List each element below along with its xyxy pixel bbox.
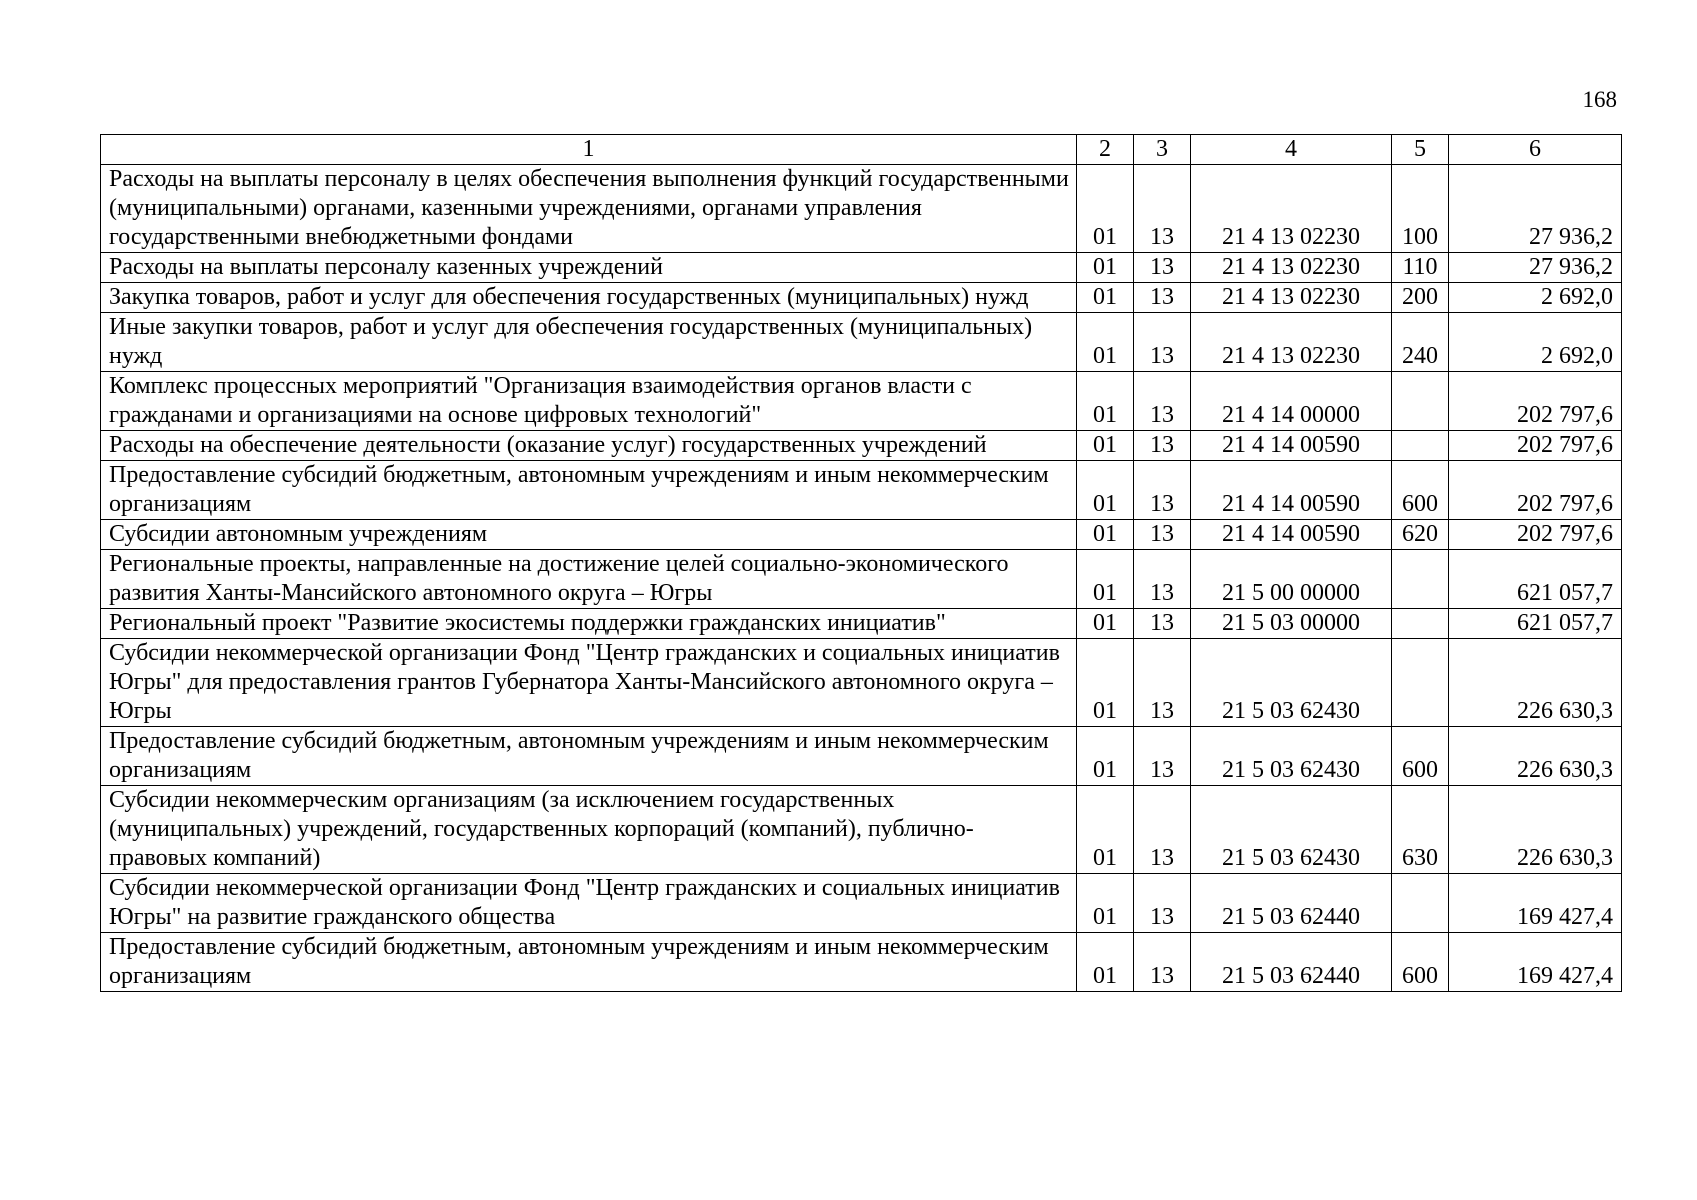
section-code-cell: 01	[1077, 313, 1134, 372]
expense-name-cell: Региональный проект "Развитие экосистемы поддержки гражданских инициатив"	[101, 609, 1077, 639]
target-article-cell: 21 5 03 62430	[1191, 727, 1392, 786]
expense-type-cell	[1392, 550, 1449, 609]
table-row	[101, 786, 1622, 874]
table-row	[101, 313, 1622, 372]
section-code-cell: 01	[1077, 550, 1134, 609]
expense-name-cell: Предоставление субсидий бюджетным, автономным учреждениям и иным некоммерческим организациям	[101, 727, 1077, 786]
budget-table	[100, 134, 1622, 992]
amount-cell: 27 936,2	[1449, 253, 1622, 283]
section-code-cell: 01	[1077, 431, 1134, 461]
expense-name-cell: Комплекс процессных мероприятий "Организация взаимодействия органов власти с гражданами и организациями на основе цифровых технологий"	[101, 372, 1077, 431]
expense-name-cell: Расходы на выплаты персоналу казенных учреждений	[101, 253, 1077, 283]
amount-cell: 621 057,7	[1449, 550, 1622, 609]
table-row	[101, 283, 1622, 313]
table-row	[101, 609, 1622, 639]
expense-name-cell: Закупка товаров, работ и услуг для обеспечения государственных (муниципальных) нужд	[101, 283, 1077, 313]
table-row	[101, 165, 1622, 253]
expense-type-cell: 110	[1392, 253, 1449, 283]
table-row	[101, 639, 1622, 727]
target-article-cell: 21 5 03 00000	[1191, 609, 1392, 639]
expense-type-cell	[1392, 372, 1449, 431]
expense-type-cell	[1392, 609, 1449, 639]
table-row	[101, 372, 1622, 431]
subsection-code-cell: 13	[1134, 550, 1191, 609]
expense-name-cell: Предоставление субсидий бюджетным, автономным учреждениям и иным некоммерческим организациям	[101, 461, 1077, 520]
subsection-code-cell: 13	[1134, 372, 1191, 431]
expense-type-cell	[1392, 639, 1449, 727]
page-number: 168	[1582, 87, 1617, 112]
expense-type-cell: 600	[1392, 461, 1449, 520]
subsection-code-cell: 13	[1134, 727, 1191, 786]
table-row	[101, 550, 1622, 609]
section-code-cell: 01	[1077, 786, 1134, 874]
subsection-code-cell: 13	[1134, 609, 1191, 639]
table-row	[101, 874, 1622, 933]
expense-name-cell: Субсидии некоммерческой организации Фонд "Центр гражданских и социальных инициатив Югры" для предоставления грантов Губернатора Ханты-Мансийского автономного округа – Югры	[101, 639, 1077, 727]
section-code-cell: 01	[1077, 639, 1134, 727]
subsection-code-cell: 13	[1134, 165, 1191, 253]
subsection-code-cell: 13	[1134, 874, 1191, 933]
amount-cell: 202 797,6	[1449, 372, 1622, 431]
amount-cell: 226 630,3	[1449, 639, 1622, 727]
table-header-row	[101, 135, 1622, 165]
expense-name-cell: Субсидии некоммерческим организациям (за исключением государственных (муниципальных) учреждений, государственных корпораций (компаний), публично-правовых компаний)	[101, 786, 1077, 874]
expense-type-cell	[1392, 874, 1449, 933]
section-code-cell: 01	[1077, 933, 1134, 992]
section-code-cell: 01	[1077, 461, 1134, 520]
amount-cell: 2 692,0	[1449, 283, 1622, 313]
header-cell-2: 2	[1077, 135, 1134, 165]
expense-name-cell: Региональные проекты, направленные на достижение целей социально-экономического развития Ханты-Мансийского автономного округа – Югры	[101, 550, 1077, 609]
subsection-code-cell: 13	[1134, 461, 1191, 520]
expense-type-cell: 630	[1392, 786, 1449, 874]
table-row	[101, 461, 1622, 520]
target-article-cell: 21 5 03 62430	[1191, 786, 1392, 874]
section-code-cell: 01	[1077, 372, 1134, 431]
amount-cell: 202 797,6	[1449, 431, 1622, 461]
expense-name-cell: Расходы на выплаты персоналу в целях обеспечения выполнения функций государственными (муниципальными) органами, казенными учреждениями, органами управления государственными внебюджетными фондами	[101, 165, 1077, 253]
amount-cell: 621 057,7	[1449, 609, 1622, 639]
header-cell-1: 1	[101, 135, 1077, 165]
table-row	[101, 431, 1622, 461]
target-article-cell: 21 5 03 62440	[1191, 933, 1392, 992]
section-code-cell: 01	[1077, 520, 1134, 550]
target-article-cell: 21 4 13 02230	[1191, 313, 1392, 372]
header-cell-4: 4	[1191, 135, 1392, 165]
target-article-cell: 21 5 03 62430	[1191, 639, 1392, 727]
expense-type-cell: 600	[1392, 933, 1449, 992]
amount-cell: 202 797,6	[1449, 461, 1622, 520]
target-article-cell: 21 5 00 00000	[1191, 550, 1392, 609]
expense-type-cell: 600	[1392, 727, 1449, 786]
subsection-code-cell: 13	[1134, 786, 1191, 874]
section-code-cell: 01	[1077, 727, 1134, 786]
target-article-cell: 21 4 14 00000	[1191, 372, 1392, 431]
expense-type-cell: 620	[1392, 520, 1449, 550]
header-cell-3: 3	[1134, 135, 1191, 165]
subsection-code-cell: 13	[1134, 933, 1191, 992]
amount-cell: 169 427,4	[1449, 874, 1622, 933]
section-code-cell: 01	[1077, 874, 1134, 933]
section-code-cell: 01	[1077, 253, 1134, 283]
target-article-cell: 21 4 13 02230	[1191, 283, 1392, 313]
expense-name-cell: Расходы на обеспечение деятельности (оказание услуг) государственных учреждений	[101, 431, 1077, 461]
target-article-cell: 21 4 13 02230	[1191, 165, 1392, 253]
expense-type-cell	[1392, 431, 1449, 461]
expense-name-cell: Субсидии некоммерческой организации Фонд "Центр гражданских и социальных инициатив Югры" на развитие гражданского общества	[101, 874, 1077, 933]
target-article-cell: 21 4 14 00590	[1191, 520, 1392, 550]
expense-name-cell: Иные закупки товаров, работ и услуг для обеспечения государственных (муниципальных) нужд	[101, 313, 1077, 372]
expense-type-cell: 240	[1392, 313, 1449, 372]
subsection-code-cell: 13	[1134, 639, 1191, 727]
amount-cell: 27 936,2	[1449, 165, 1622, 253]
table-row	[101, 933, 1622, 992]
expense-type-cell: 100	[1392, 165, 1449, 253]
header-cell-5: 5	[1392, 135, 1449, 165]
target-article-cell: 21 4 13 02230	[1191, 253, 1392, 283]
subsection-code-cell: 13	[1134, 431, 1191, 461]
table-row	[101, 253, 1622, 283]
header-cell-6: 6	[1449, 135, 1622, 165]
expense-name-cell: Субсидии автономным учреждениям	[101, 520, 1077, 550]
subsection-code-cell: 13	[1134, 253, 1191, 283]
subsection-code-cell: 13	[1134, 283, 1191, 313]
target-article-cell: 21 4 14 00590	[1191, 431, 1392, 461]
amount-cell: 202 797,6	[1449, 520, 1622, 550]
table-row	[101, 727, 1622, 786]
section-code-cell: 01	[1077, 609, 1134, 639]
target-article-cell: 21 4 14 00590	[1191, 461, 1392, 520]
subsection-code-cell: 13	[1134, 313, 1191, 372]
amount-cell: 226 630,3	[1449, 786, 1622, 874]
amount-cell: 226 630,3	[1449, 727, 1622, 786]
subsection-code-cell: 13	[1134, 520, 1191, 550]
table-row	[101, 520, 1622, 550]
amount-cell: 169 427,4	[1449, 933, 1622, 992]
section-code-cell: 01	[1077, 165, 1134, 253]
amount-cell: 2 692,0	[1449, 313, 1622, 372]
target-article-cell: 21 5 03 62440	[1191, 874, 1392, 933]
expense-name-cell: Предоставление субсидий бюджетным, автономным учреждениям и иным некоммерческим организациям	[101, 933, 1077, 992]
expense-type-cell: 200	[1392, 283, 1449, 313]
section-code-cell: 01	[1077, 283, 1134, 313]
